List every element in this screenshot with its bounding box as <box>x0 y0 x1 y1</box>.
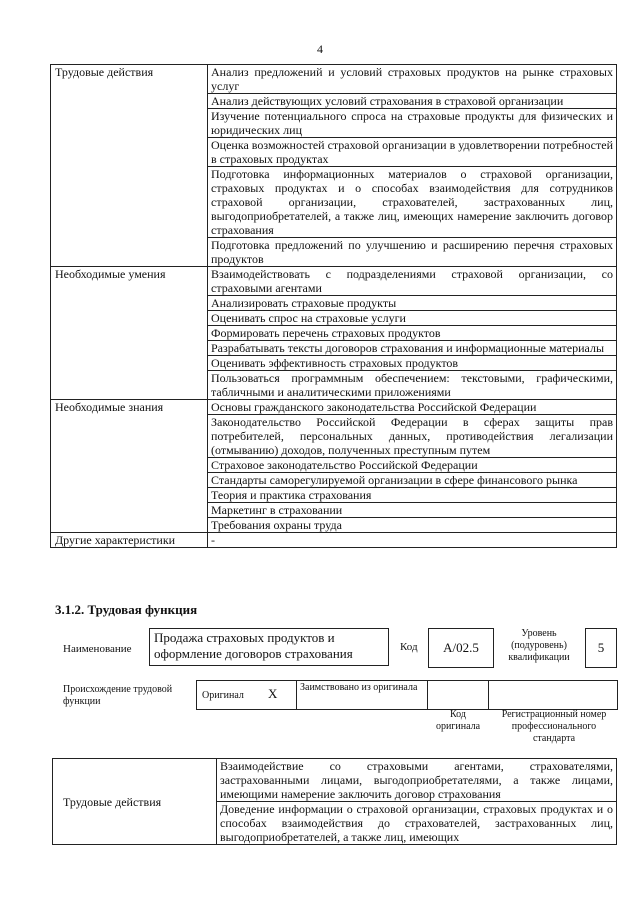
level-box <box>585 628 617 668</box>
labor-actions-table <box>52 758 617 845</box>
reg-caption: Регистрационный номер профессионального стандарта <box>501 709 607 744</box>
table-cell: Разрабатывать тексты договоров страхования и информационные материалы <box>208 341 617 356</box>
original-code-box <box>427 680 491 710</box>
function-name: Продажа страховых продуктов и оформление договоров страхования <box>154 630 353 661</box>
name-label: Наименование <box>63 643 132 655</box>
borrowed-label: Заимствовано из оригинала <box>300 682 418 693</box>
table-row <box>51 400 617 415</box>
table-cell: Подготовка предложений по улучшению и расширению перечня страховых продуктов <box>208 238 617 267</box>
section-title: 3.1.2. Трудовая функция <box>55 602 198 617</box>
table-cell: Доведение информации о страховой организации, страховых продуктах и о способах взаимодействия до страхователей, застрахованных лиц, выгодоприобретателей, а также лиц, имеющих <box>217 802 617 845</box>
table-cell: Изучение потенциального спроса на страховые продукты для физических и юридических лиц <box>208 109 617 138</box>
function-code: A/02.5 <box>443 640 479 655</box>
table-cell: Анализ действующих условий страхования в страховой организации <box>208 94 617 109</box>
table-cell: Маркетинг в страховании <box>208 503 617 518</box>
table-cell: Пользоваться программным обеспечением: текстовыми, графическими, табличными и аналитическими приложениями <box>208 371 617 400</box>
section-label: Другие характеристики <box>51 533 208 548</box>
code-caption: Код оригинала <box>435 709 481 732</box>
table-cell: Подготовка информационных материалов о страховой организации, страховых продуктах и о способах взаимодействия для сотрудников страховой организации, страхователей, застрахованных лиц, выгодоприобретателей, а также лиц, имеющих намерение заключить договор страхования <box>208 167 617 238</box>
table-row <box>51 533 617 548</box>
table-cell: Страховое законодательство Российской Федерации <box>208 458 617 473</box>
table-cell: Формировать перечень страховых продуктов <box>208 326 617 341</box>
table-cell: Теория и практика страхования <box>208 488 617 503</box>
table-cell: Основы гражданского законодательства Российской Федерации <box>208 400 617 415</box>
section-label: Необходимые знания <box>51 400 208 533</box>
table-cell: Стандарты саморегулируемой организации в сфере финансового рынка <box>208 473 617 488</box>
section-label: Трудовые действия <box>51 65 208 267</box>
page-number: 4 <box>317 42 323 56</box>
table-cell: Оценивать спрос на страховые услуги <box>208 311 617 326</box>
table-cell: Анализ предложений и условий страховых продуктов на рынке страховых услуг <box>208 65 617 94</box>
section-label: Трудовые действия <box>53 759 217 845</box>
table-cell: Оценивать эффективность страховых продуктов <box>208 356 617 371</box>
table-cell: Законодательство Российской Федерации в сферах защиты прав потребителей, персональных данных, противодействия легализации (отмыванию) доходов, полученных преступным путем <box>208 415 617 458</box>
origin-label: Происхождение трудовой функции <box>63 684 173 707</box>
table-cell: - <box>208 533 617 548</box>
table-row <box>51 65 617 94</box>
level-label: Уровень (подуровень) квалификации <box>508 628 570 663</box>
reg-number-box <box>488 680 618 710</box>
table-row <box>51 267 617 296</box>
level-value: 5 <box>597 640 605 655</box>
code-label: Код <box>400 641 418 653</box>
table-cell: Требования охраны труда <box>208 518 617 533</box>
table-cell: Взаимодействовать с подразделениями страховой организации, со страховыми агентами <box>208 267 617 296</box>
original-mark: X <box>268 686 278 701</box>
table-cell: Взаимодействие со страховыми агентами, страхователями, застрахованными лицами, выгодоприобретателями, а также лицами, имеющими намерение заключить договор страхования <box>217 759 617 802</box>
table-cell: Оценка возможностей страховой организации в удовлетворении потребностей в страховых продуктах <box>208 138 617 167</box>
table-row <box>53 759 617 802</box>
function-name-box <box>149 628 389 666</box>
table-cell: Анализировать страховые продукты <box>208 296 617 311</box>
function-code-box <box>428 628 494 668</box>
original-label: Оригинал <box>202 690 244 701</box>
section-label: Необходимые умения <box>51 267 208 400</box>
labor-function-table <box>50 64 617 548</box>
